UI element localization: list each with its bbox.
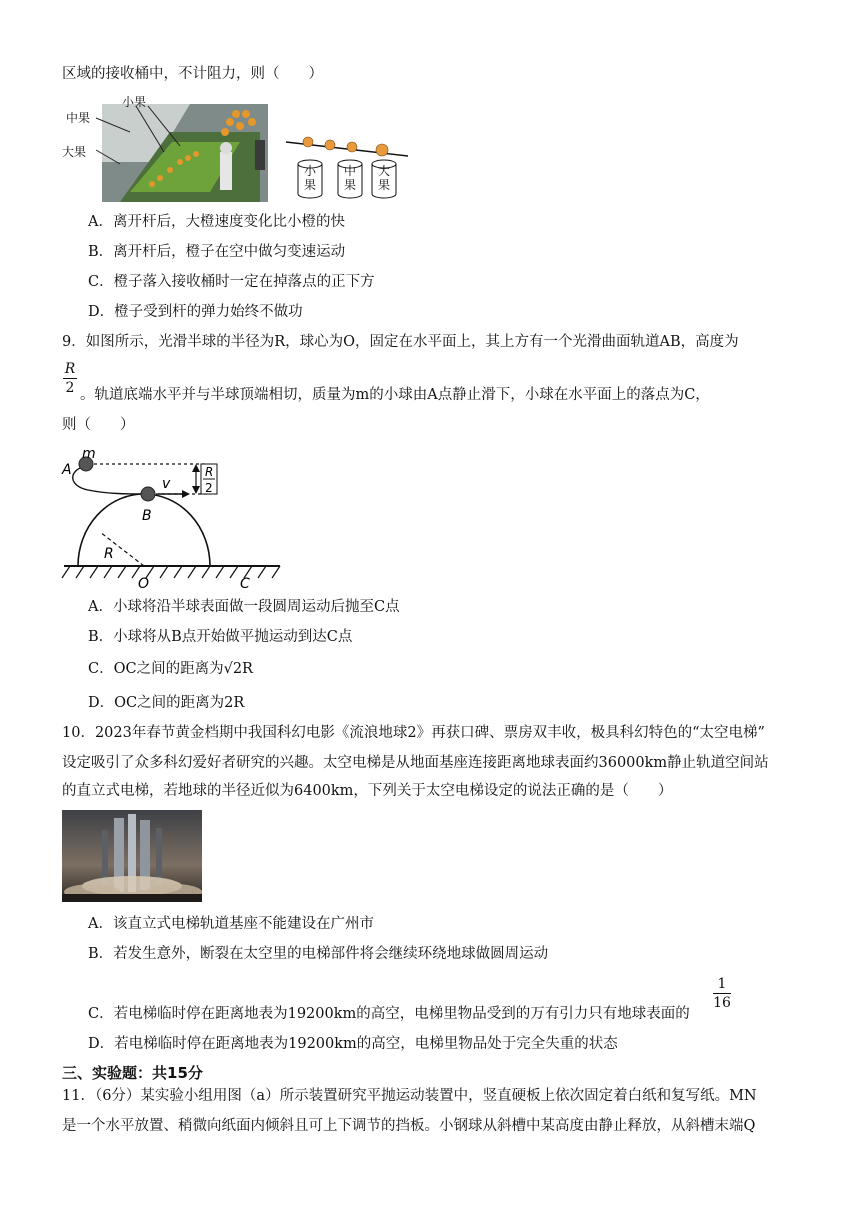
q10-option-d: D．若电梯临时停在距离地表为19200km的高空，电梯里物品处于完全失重的状态 bbox=[88, 1036, 618, 1052]
q9-option-a: A．小球将沿半球表面做一段圆周运动后抛至C点 bbox=[88, 599, 400, 615]
q8-option-b: B．离开杆后，橙子在空中做匀变速运动 bbox=[88, 244, 346, 260]
q8-option-c: C．橙子落入接收桶时一定在掉落点的正下方 bbox=[88, 274, 375, 290]
q10-stem-line2: 设定吸引了众多科幻爱好者研究的兴趣。太空电梯是从地面基座连接距离地球表面约36000km静止轨道空间站 bbox=[62, 755, 769, 771]
q9-hemisphere-diagram bbox=[58, 446, 288, 590]
q9-stem-line1: 9．如图所示，光滑半球的半径为R，球心为O，固定在水平面上，其上方有一个光滑曲面轨道AB，高度为 bbox=[62, 334, 739, 350]
q9-option-b: B．小球将从B点开始做平抛运动到达C点 bbox=[88, 629, 353, 645]
q9-stem-line3: 则（ ） bbox=[62, 417, 135, 433]
q11-stem-line2: 是一个水平放置、稍微向纸面内倾斜且可上下调节的挡板。小钢球从斜槽中某高度由静止释放，从斜槽末端Q bbox=[62, 1118, 756, 1134]
diagram-label-o: O bbox=[138, 576, 150, 590]
bin-label-small: 小果 bbox=[304, 164, 317, 192]
q9-height-fraction bbox=[62, 360, 78, 397]
bin-label-middle: 中果 bbox=[344, 164, 357, 192]
q10-option-b: B．若发生意外，断裂在太空里的电梯部件将会继续环绕地球做圆周运动 bbox=[88, 946, 549, 962]
label-middle-fruit: 中果 bbox=[66, 111, 91, 125]
q8-sorting-machine-photo bbox=[60, 92, 270, 204]
diagram-label-v: v bbox=[162, 476, 171, 492]
label-small-fruit: 小果 bbox=[122, 95, 147, 109]
q8-option-a: A．离开杆后，大橙速度变化比小橙的快 bbox=[88, 214, 345, 230]
q10-option-c-fraction bbox=[712, 975, 732, 1012]
q10-fraction-denominator: 16 bbox=[713, 995, 731, 1011]
q9-option-d: D．OC之间的距离为2R bbox=[88, 695, 245, 711]
q9-fraction-denominator: 2 bbox=[65, 380, 75, 396]
diagram-label-b: B bbox=[142, 508, 152, 524]
diagram-label-m: m bbox=[82, 446, 96, 462]
diagram-label-r-den: 2 bbox=[205, 481, 213, 495]
q10-stem-line1: 10．2023年春节黄金档期中我国科幻电影《流浪地球2》再获口碑、票房双丰收，极具科幻特色的“太空电梯” bbox=[62, 725, 765, 741]
q10-fraction-numerator: 1 bbox=[717, 976, 727, 992]
diagram-label-r-num: R bbox=[205, 465, 214, 479]
q9-option-c: C．OC之间的距离为√2R bbox=[88, 661, 253, 677]
q9-stem-line2: 。轨道底端水平并与半球顶端相切，质量为m的小球由A点静止滑下，小球在水平面上的落点为C， bbox=[80, 387, 710, 403]
q8-stem-tail: 区域的接收桶中，不计阻力，则（ ） bbox=[62, 66, 323, 82]
q10-space-elevator-photo bbox=[62, 810, 202, 902]
section-title: 三、实验题：共15分 bbox=[62, 1064, 203, 1082]
q10-stem-line3: 的直立式电梯，若地球的半径近似为6400km，下列关于太空电梯设定的说法正确的是（ ） bbox=[62, 783, 673, 799]
q10-option-a: A．该直立式电梯轨道基座不能建设在广州市 bbox=[88, 916, 374, 932]
q8-option-d: D．橙子受到杆的弹力始终不做功 bbox=[88, 304, 303, 320]
label-large-fruit: 大果 bbox=[62, 145, 87, 159]
bin-label-large: 大果 bbox=[378, 164, 391, 192]
q9-fraction-numerator: R bbox=[64, 361, 76, 377]
q11-stem-line1: 11．（6分）某实验小组用图（a）所示装置研究平抛运动装置中，竖直硬板上依次固定着白纸和复写纸。MN bbox=[62, 1088, 757, 1104]
diagram-label-c: C bbox=[240, 576, 250, 590]
diagram-label-r: R bbox=[104, 546, 114, 562]
q10-option-c: C．若电梯临时停在距离地表为19200km的高空，电梯里物品受到的万有引力只有地球表面的 bbox=[88, 1006, 690, 1022]
diagram-label-a: A bbox=[62, 462, 72, 478]
